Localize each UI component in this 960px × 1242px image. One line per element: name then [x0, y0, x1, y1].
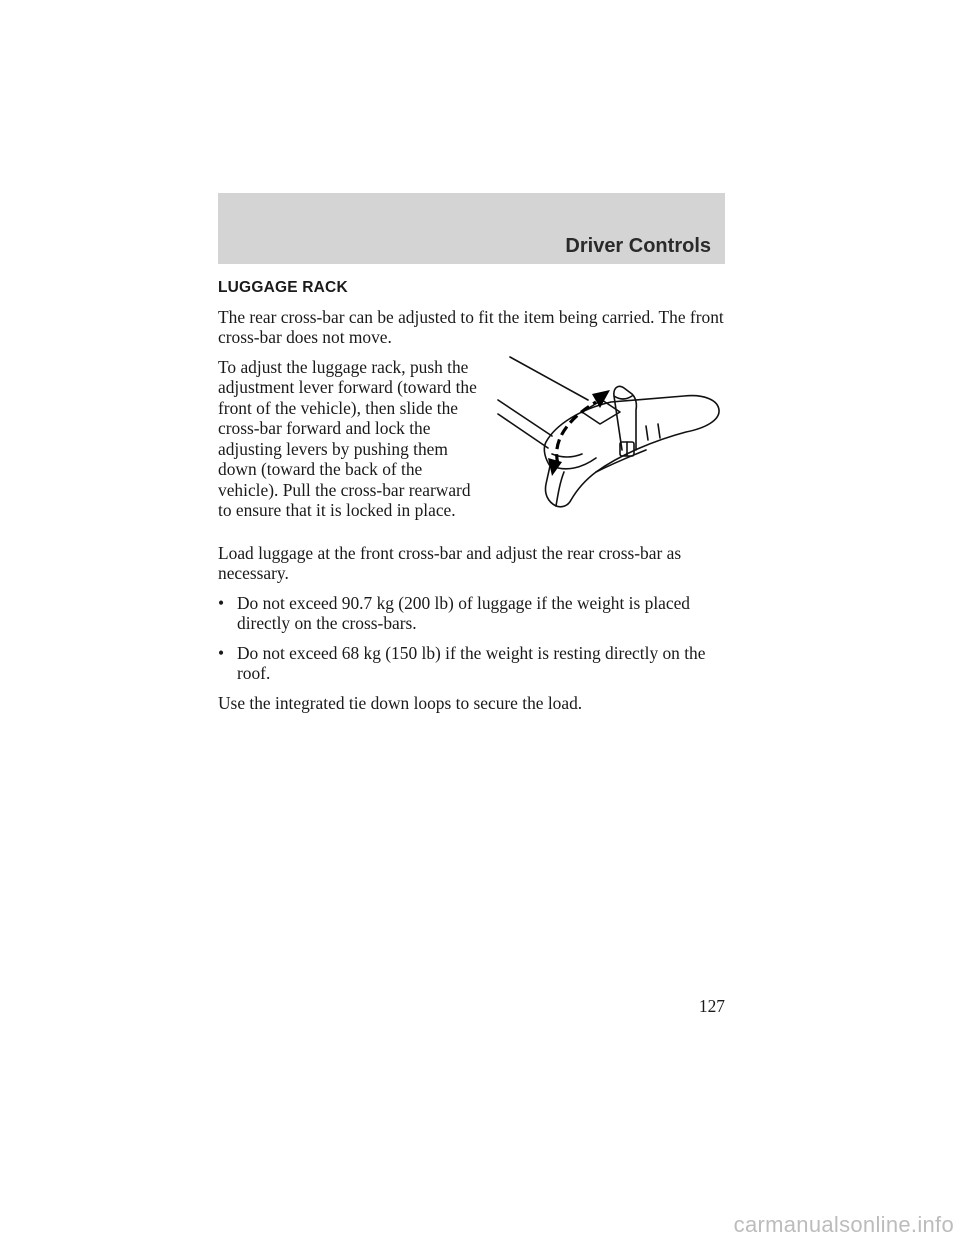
page-content	[218, 278, 725, 722]
page-number: 127	[698, 996, 725, 1016]
watermark: carmanualsonline.info	[733, 1212, 954, 1237]
section-header-band	[218, 193, 725, 264]
luggage-rack-lever-illustration-icon	[496, 354, 728, 518]
bullet-icon: •	[218, 592, 225, 613]
adjust-paragraph: To adjust the luggage rack, push the adjustment lever forward (toward the front of the vehicle), then slide the cross-bar forward and lock the adjusting levers by pushing them down (toward the back of the vehicle). Pull the cross-bar rearward to ensure that it is locked in place.	[218, 356, 477, 520]
list-item-text: Do not exceed 90.7 kg (200 lb) of luggage if the weight is placed directly on the cross-bars.	[237, 592, 690, 633]
list-item	[218, 593, 725, 634]
weight-limit-list	[218, 593, 725, 684]
bullet-icon: •	[218, 642, 225, 663]
article-heading: LUGGAGE RACK	[218, 279, 348, 296]
closing-paragraph: Use the integrated tie down loops to secure the load.	[218, 692, 583, 713]
intro-paragraph: The rear cross-bar can be adjusted to fit the item being carried. The front cross-bar does not move.	[218, 306, 724, 347]
load-paragraph: Load luggage at the front cross-bar and adjust the rear cross-bar as necessary.	[218, 542, 682, 583]
section-title: Driver Controls	[565, 235, 711, 257]
list-item-text: Do not exceed 68 kg (150 lb) if the weight is resting directly on the roof.	[237, 642, 706, 683]
luggage-rack-illustration	[496, 354, 728, 518]
list-item	[218, 643, 725, 684]
